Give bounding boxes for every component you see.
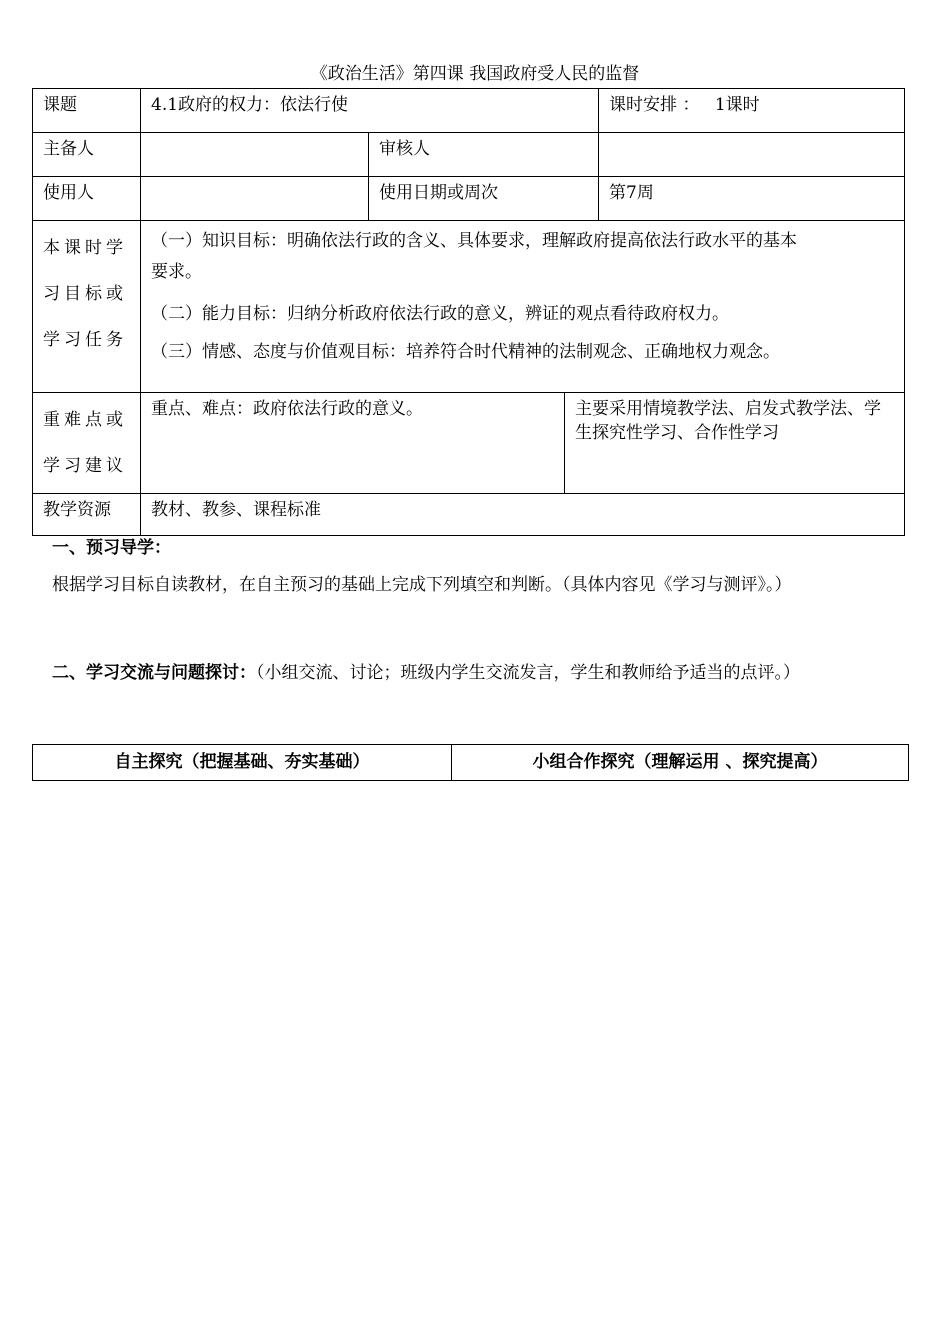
group-explore-header: 小组合作探究（理解运用 、探究提高）	[452, 745, 909, 781]
methods-value: 主要采用情境教学法、启发式教学法、学生探究性学习、合作性学习	[565, 393, 905, 494]
objective-knowledge-line1: （一）知识目标：明确依法行政的含义、具体要求，理解政府提高依法行政水平的基本	[151, 231, 797, 251]
reviewer-label: 审核人	[369, 133, 599, 177]
keypoints-value: 重点、难点：政府依法行政的意义。	[141, 393, 565, 494]
section2-text: （小组交流、讨论；班级内学生交流发言，学生和教师给予适当的点评。）	[256, 663, 800, 683]
topic-label: 课题	[33, 89, 141, 133]
resources-value: 教材、教参、课程标准	[141, 494, 905, 536]
user-value	[141, 177, 369, 221]
keypoints-label: 重难点或学习建议	[33, 393, 141, 494]
reviewer-value	[599, 133, 905, 177]
resources-row	[33, 494, 905, 536]
topic-row	[33, 89, 905, 133]
preparer-value	[141, 133, 369, 177]
section2-paragraph	[52, 650, 897, 696]
objective-knowledge-line2: 要求。	[151, 262, 202, 282]
topic-value: 4.1政府的权力：依法行使	[141, 89, 599, 133]
objective-emotion: （三）情感、态度与价值观目标：培养符合时代精神的法制观念、正确地权力观念。	[151, 342, 780, 362]
user-label: 使用人	[33, 177, 141, 221]
preparer-row	[33, 133, 905, 177]
schedule-cell	[599, 89, 905, 133]
schedule-label: 课时安排 ：	[609, 95, 700, 115]
schedule-value: 1课时	[714, 95, 760, 115]
objectives-content	[141, 221, 905, 393]
objectives-label: 本课时学习目标或学习任务	[33, 221, 141, 393]
date-label: 使用日期或周次	[369, 177, 599, 221]
explore-table	[32, 744, 909, 781]
resources-label: 教学资源	[33, 494, 141, 536]
lesson-info-table	[32, 88, 905, 536]
document-title: 《政治生活》第四课 我国政府受人民的监督	[310, 64, 640, 84]
user-row	[33, 177, 905, 221]
section1-heading: 一、预习导学：	[52, 538, 171, 558]
preparer-label: 主备人	[33, 133, 141, 177]
section2-heading: 二、学习交流与问题探讨：	[52, 663, 256, 683]
keypoints-row	[33, 393, 905, 494]
objective-ability: （二）能力目标：归纳分析政府依法行政的意义，辨证的观点看待政府权力。	[151, 304, 729, 324]
self-explore-header: 自主探究（把握基础、夯实基础）	[33, 745, 452, 781]
objectives-row	[33, 221, 905, 393]
section1-text: 根据学习目标自读教材，在自主预习的基础上完成下列填空和判断。（具体内容见《学习与测评》。）	[52, 575, 792, 595]
date-value: 第7周	[599, 177, 905, 221]
